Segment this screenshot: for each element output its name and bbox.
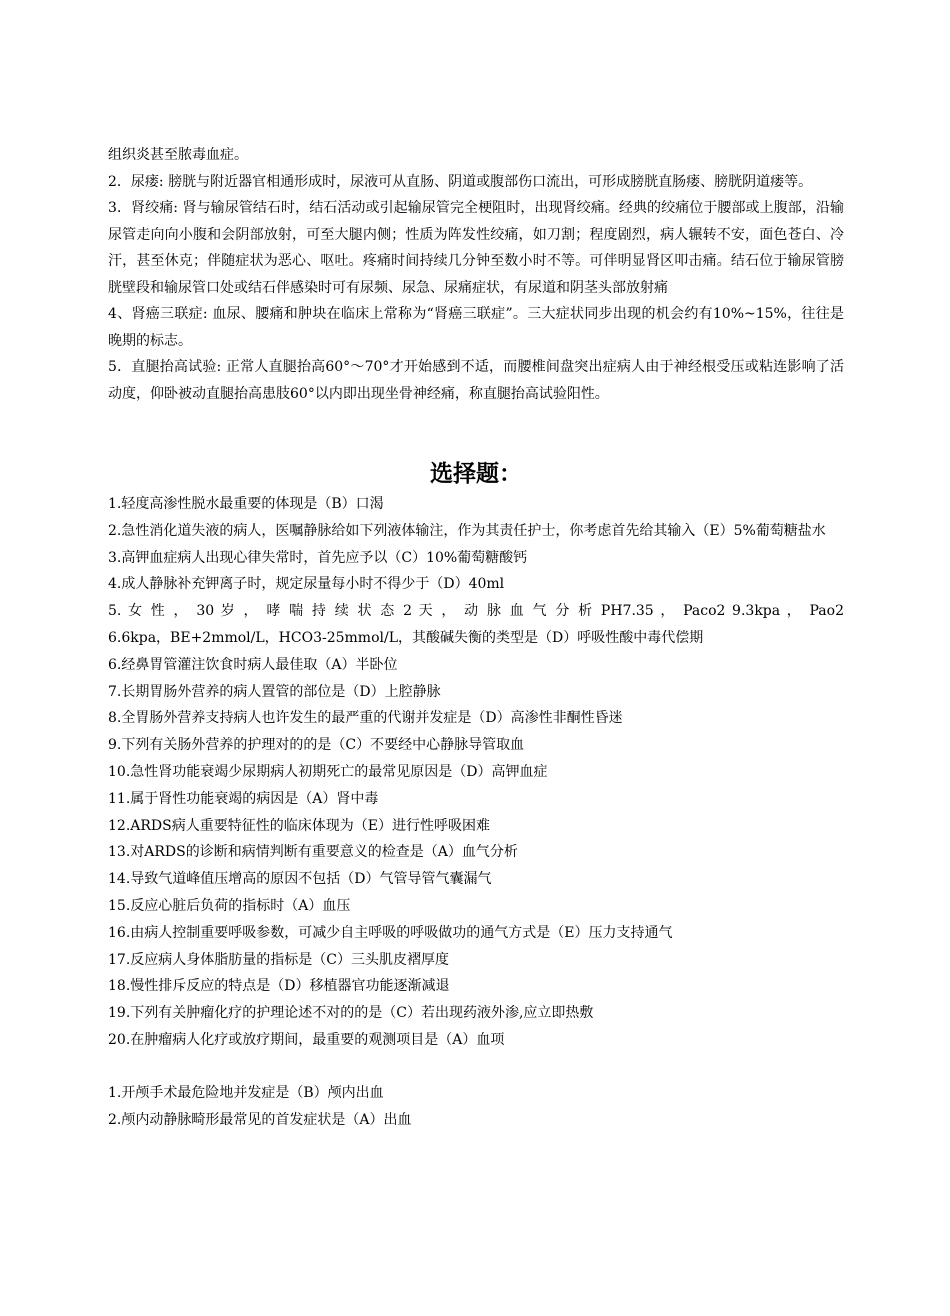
question-item: 3.高钾血症病人出现心律失常时，首先应予以（C）10%葡萄糖酸钙	[108, 549, 528, 566]
question-item-5-line2: 6.6kpa，BE+2mmol/L，HCO3-25mmol/L，其酸碱失衡的类型是（D）呼吸性酸中毒代偿期	[108, 629, 704, 646]
section-title: 选择题：	[430, 460, 522, 487]
section-spacer	[108, 1054, 844, 1080]
question-item: 15.反应心脏后负荷的指标时（A）血压	[108, 897, 351, 914]
question-item: 8.全胃肠外营养支持病人也许发生的最严重的代谢并发症是（D）高渗性非酮性昏迷	[108, 710, 623, 727]
question-item: 10.急性肾功能衰竭少尿期病人初期死亡的最常见原因是（D）高钾血症	[108, 763, 548, 780]
question-list-part2	[108, 1080, 844, 1134]
question-item: 11.属于肾性功能衰竭的病因是（A）肾中毒	[108, 790, 379, 807]
question-item: 9.下列有关肠外营养的护理对的的是（C）不要经中心静脉导管取血	[108, 737, 525, 754]
question-item: 16.由病人控制重要呼吸参数，可减少自主呼吸的呼吸做功的通气方式是（E）压力支持通气	[108, 924, 673, 941]
question-item: 14.导致气道峰值压增高的原因不包括（D）气管导管气囊漏气	[108, 871, 492, 888]
question-item: 6.经鼻胃管灌注饮食时病人最佳取（A）半卧位	[108, 656, 398, 673]
question-item: 2.急性消化道失液的病人，医嘱静脉给如下列液体输注，作为其责任护士，你考虑首先给其输入（E）5%葡萄糖盐水	[108, 522, 826, 539]
question-item: 19.下列有关肿瘤化疗的护理论述不对的的是（C）若出现药液外渗,应立即热敷	[108, 1005, 594, 1022]
question-item: 2.颅内动静脉畸形最常见的首发症状是（A）出血	[108, 1111, 412, 1128]
question-item: 1.开颅手术最危险地并发症是（B）颅内出血	[108, 1084, 384, 1101]
question-item: 13.对ARDS的诊断和病情判断有重要意义的检查是（A）血气分析	[108, 844, 518, 861]
question-item: 7.长期胃肠外营养的病人置管的部位是（D）上腔静脉	[108, 683, 441, 700]
intro-paragraph: 2．尿瘘: 膀胱与附近器官相通形成时，尿液可从直肠、阴道或腹部伤口流出，可形成膀胱直肠瘘、膀胱阴道瘘等。	[108, 173, 813, 190]
question-item: 12.ARDS病人重要特征性的临床体现为（E）进行性呼吸困难	[108, 817, 490, 834]
question-item: 17.反应病人身体脂肪量的指标是（C）三头肌皮褶厚度	[108, 951, 449, 968]
intro-paragraph: 组织炎甚至脓毒血症。	[108, 147, 248, 163]
question-item: 4.成人静脉补充钾离子时，规定尿量每小时不得少于（D）40ml	[108, 576, 505, 593]
intro-paragraph: 4、肾癌三联症: 血尿、腰痛和肿块在临床上常称为“肾癌三联症”。三大症状同步出现的机会约有10%~15%，往往是晚期的标志。	[108, 306, 844, 349]
intro-paragraph: 3．肾绞痛: 肾与输尿管结石时，结石活动或引起输尿管完全梗阻时，出现肾绞痛。经典的绞痛位于腰部或上腹部，沿输尿管走向向小腹和会阴部放射，可至大腿内侧；性质为阵发性绞痛，如刀割；程度剧烈，病人辗转不安，面色苍白、冷汗，甚至休克；伴随症状为恶心、呕吐。疼痛时间持续几分钟至数小时不等。可伴明显肾区叩击痛。结石位于输尿管膀胱壁段和输尿管口处或结石伴感染时可有尿频、尿急、尿痛症状，有尿道和阴茎头部放射痛	[108, 200, 844, 296]
question-item: 1.轻度高渗性脱水最重要的体现是（B）口渴	[108, 496, 384, 512]
question-item: 20.在肿瘤病人化疗或放疗期间，最重要的观测项目是（A）血项	[108, 1031, 505, 1048]
document-page	[108, 142, 844, 1133]
question-item: 18.慢性排斥反应的特点是（D）移植器官功能逐渐减退	[108, 978, 450, 995]
question-list	[108, 491, 844, 1054]
intro-paragraph: 5．直腿抬高试验: 正常人直腿抬高60°～70°才开始感到不适，而腰椎间盘突出症病人由于神经根受压或粘连影响了活动度，仰卧被动直腿抬高患肢60°以内即出现坐骨神经痛，称直腿抬高试验阳性。	[108, 359, 844, 402]
question-item-5-line1: 5. 女 性 ， 30 岁 ， 哮 喘 持 续 状 态 2 天 ， 动 脉 血 气 分 析 PH7.35 ， Paco2 9.3kpa ， Pao2	[108, 603, 844, 620]
